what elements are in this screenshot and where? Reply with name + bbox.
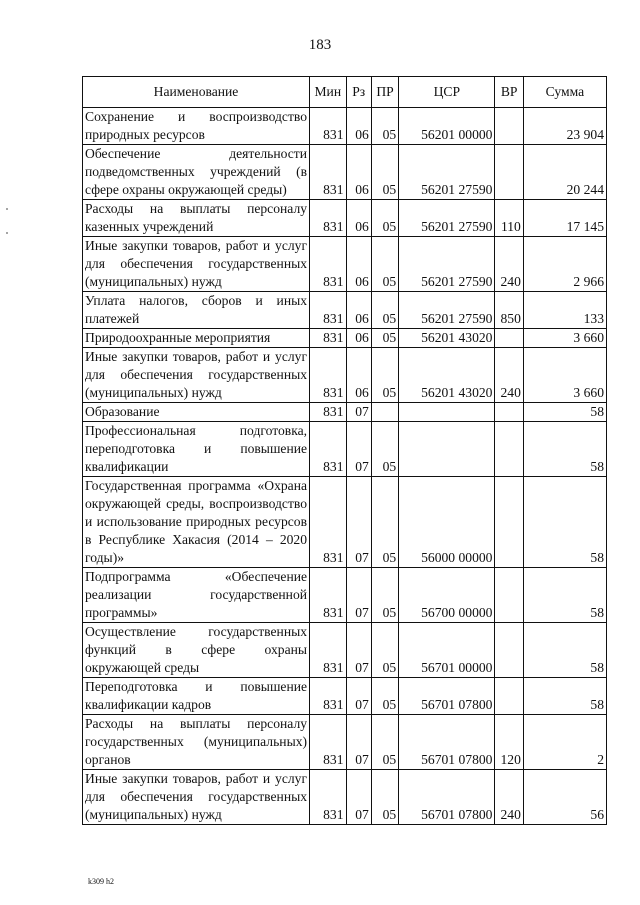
scan-mark (6, 208, 8, 210)
row-sum: 3 660 (523, 329, 606, 348)
row-vr (495, 108, 523, 145)
row-pr: 05 (371, 329, 398, 348)
row-csr: 56701 07800 (399, 715, 495, 770)
row-vr: 110 (495, 200, 523, 237)
row-sum: 58 (523, 568, 606, 623)
row-rz: 07 (346, 770, 371, 825)
row-min: 831 (310, 477, 346, 568)
row-csr: 56000 00000 (399, 477, 495, 568)
row-rz: 06 (346, 200, 371, 237)
row-min: 831 (310, 237, 346, 292)
table-row (83, 237, 607, 292)
row-rz: 06 (346, 237, 371, 292)
row-csr: 56201 27590 (399, 237, 495, 292)
row-sum: 56 (523, 770, 606, 825)
row-csr: 56700 00000 (399, 568, 495, 623)
row-name: Иные закупки товаров, работ и услуг для обеспечения государственных (муниципальных) нужд (83, 348, 310, 403)
row-sum: 2 (523, 715, 606, 770)
table-row (83, 715, 607, 770)
row-sum: 17 145 (523, 200, 606, 237)
row-rz: 07 (346, 477, 371, 568)
row-name: Профессиональная подготовка, переподготовка и повышение квалификации (83, 422, 310, 477)
row-name: Уплата налогов, сборов и иных платежей (83, 292, 310, 329)
row-sum: 133 (523, 292, 606, 329)
row-name: Расходы на выплаты персоналу государственных (муниципальных) органов (83, 715, 310, 770)
row-min: 831 (310, 422, 346, 477)
row-csr: 56201 27590 (399, 145, 495, 200)
row-pr: 05 (371, 108, 398, 145)
row-name: Сохранение и воспроизводство природных ресурсов (83, 108, 310, 145)
row-min: 831 (310, 403, 346, 422)
row-min: 831 (310, 200, 346, 237)
row-sum: 58 (523, 403, 606, 422)
budget-table (82, 76, 607, 825)
row-vr: 240 (495, 237, 523, 292)
row-rz: 07 (346, 403, 371, 422)
row-pr: 05 (371, 145, 398, 200)
table-row (83, 348, 607, 403)
row-csr (399, 403, 495, 422)
row-min: 831 (310, 329, 346, 348)
row-pr: 05 (371, 568, 398, 623)
table-row (83, 678, 607, 715)
row-rz: 06 (346, 348, 371, 403)
row-min: 831 (310, 145, 346, 200)
row-csr: 56701 00000 (399, 623, 495, 678)
table-row (83, 623, 607, 678)
row-vr: 240 (495, 348, 523, 403)
row-min: 831 (310, 715, 346, 770)
row-pr: 05 (371, 715, 398, 770)
table-row (83, 477, 607, 568)
column-header-sum: Сумма (523, 77, 606, 108)
row-vr (495, 422, 523, 477)
footer-code: k309 h2 (88, 877, 114, 886)
row-rz: 07 (346, 568, 371, 623)
row-name: Иные закупки товаров, работ и услуг для обеспечения государственных (муниципальных) нужд (83, 770, 310, 825)
row-min: 831 (310, 292, 346, 329)
row-name: Природоохранные мероприятия (83, 329, 310, 348)
row-name: Обеспечение деятельности подведомственных учреждений (в сфере охраны окружающей среды) (83, 145, 310, 200)
row-csr: 56201 43020 (399, 348, 495, 403)
column-header-pr: ПР (371, 77, 398, 108)
row-csr (399, 422, 495, 477)
row-vr (495, 678, 523, 715)
row-pr: 05 (371, 477, 398, 568)
row-sum: 58 (523, 422, 606, 477)
row-pr: 05 (371, 348, 398, 403)
table-row (83, 403, 607, 422)
row-csr: 56201 00000 (399, 108, 495, 145)
row-pr: 05 (371, 237, 398, 292)
row-pr: 05 (371, 770, 398, 825)
row-pr: 05 (371, 200, 398, 237)
column-header-name: Наименование (83, 77, 310, 108)
scan-mark (6, 232, 8, 234)
row-vr (495, 623, 523, 678)
row-sum: 58 (523, 623, 606, 678)
row-pr: 05 (371, 292, 398, 329)
row-csr: 56201 27590 (399, 200, 495, 237)
row-csr: 56201 27590 (399, 292, 495, 329)
table-row (83, 770, 607, 825)
row-csr: 56701 07800 (399, 678, 495, 715)
table-row (83, 329, 607, 348)
row-vr (495, 145, 523, 200)
table-header-row (83, 77, 607, 108)
row-vr (495, 568, 523, 623)
row-vr: 120 (495, 715, 523, 770)
page-number: 183 (308, 37, 332, 53)
row-vr: 240 (495, 770, 523, 825)
table-row (83, 568, 607, 623)
row-rz: 06 (346, 108, 371, 145)
row-name: Образование (83, 403, 310, 422)
column-header-min: Мин (310, 77, 346, 108)
table-row (83, 422, 607, 477)
row-vr (495, 403, 523, 422)
row-pr: 05 (371, 422, 398, 477)
row-sum: 23 904 (523, 108, 606, 145)
row-min: 831 (310, 770, 346, 825)
table-row (83, 108, 607, 145)
row-pr (371, 403, 398, 422)
row-min: 831 (310, 568, 346, 623)
row-csr: 56201 43020 (399, 329, 495, 348)
row-rz: 06 (346, 329, 371, 348)
row-rz: 07 (346, 422, 371, 477)
row-pr: 05 (371, 623, 398, 678)
row-vr (495, 477, 523, 568)
row-rz: 06 (346, 292, 371, 329)
row-name: Осуществление государственных функций в сфере охраны окружающей среды (83, 623, 310, 678)
row-name: Иные закупки товаров, работ и услуг для обеспечения государственных (муниципальных) нужд (83, 237, 310, 292)
column-header-vr: ВР (495, 77, 523, 108)
row-sum: 58 (523, 477, 606, 568)
row-pr: 05 (371, 678, 398, 715)
row-min: 831 (310, 678, 346, 715)
table-row (83, 145, 607, 200)
row-rz: 07 (346, 678, 371, 715)
table-row (83, 200, 607, 237)
column-header-rz: Рз (346, 77, 371, 108)
row-min: 831 (310, 623, 346, 678)
row-sum: 58 (523, 678, 606, 715)
row-csr: 56701 07800 (399, 770, 495, 825)
row-min: 831 (310, 108, 346, 145)
row-name: Государственная программа «Охрана окружающей среды, воспроизводство и использование природных ресурсов в Республике Хакасия (2014 – 2020 годы)» (83, 477, 310, 568)
row-sum: 20 244 (523, 145, 606, 200)
row-vr (495, 329, 523, 348)
table-row (83, 292, 607, 329)
row-sum: 2 966 (523, 237, 606, 292)
row-vr: 850 (495, 292, 523, 329)
row-rz: 07 (346, 623, 371, 678)
row-name: Подпрограмма «Обеспечение реализации государственной программы» (83, 568, 310, 623)
row-min: 831 (310, 348, 346, 403)
row-sum: 3 660 (523, 348, 606, 403)
column-header-csr: ЦСР (399, 77, 495, 108)
row-name: Расходы на выплаты персоналу казенных учреждений (83, 200, 310, 237)
row-rz: 06 (346, 145, 371, 200)
row-rz: 07 (346, 715, 371, 770)
row-name: Переподготовка и повышение квалификации кадров (83, 678, 310, 715)
